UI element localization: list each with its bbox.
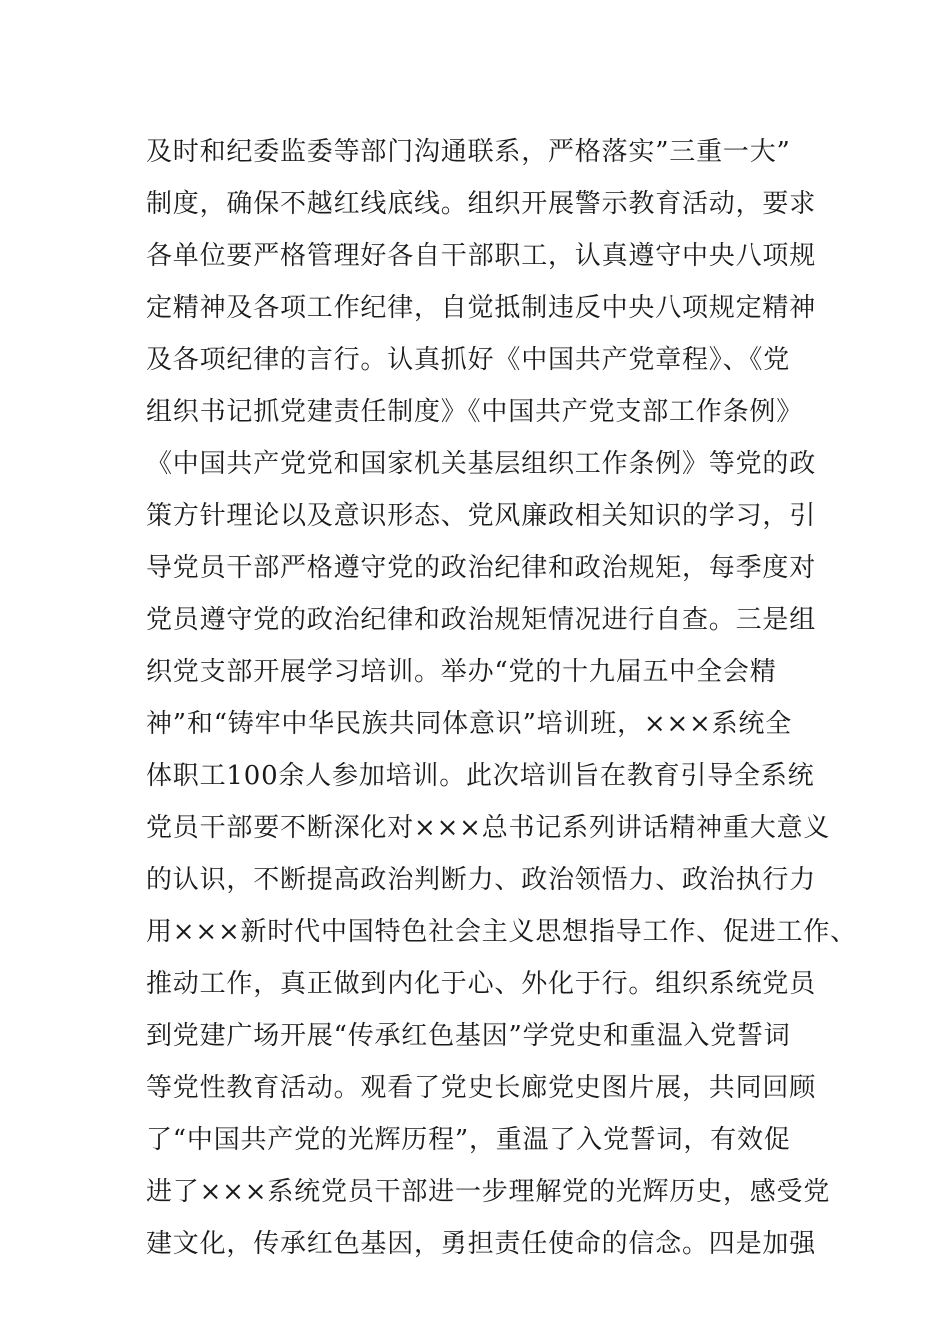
text-line: 及时和纪委监委等部门沟通联系，严格落实”三重一大” [146, 137, 791, 167]
text-line: 等党性教育活动。观看了党史长廊党史图片展，共同回顾 [146, 1073, 817, 1103]
text-line: 导党员干部严格遵守党的政治纪律和政治规矩，每季度对 [146, 553, 817, 583]
text-line: 了“中国共产党的光辉历程”，重温了入党誓词，有效促 [146, 1125, 791, 1155]
text-line: 进了×××系统党员干部进一步理解党的光辉历史，感受党 [146, 1177, 831, 1207]
text-line: 《中国共产党党和国家机关基层组织工作条例》等党的政 [146, 449, 817, 479]
text-line: 用×××新时代中国特色社会主义思想指导工作、促进工作、 [146, 917, 857, 947]
text-line: 体职工100余人参加培训。此次培训旨在教育引导全系统 [146, 761, 815, 791]
text-line: 神”和“铸牢中华民族共同体意识”培训班，×××系统全 [146, 709, 793, 739]
text-line: 各单位要严格管理好各自干部职工，认真遵守中央八项规 [146, 241, 817, 271]
text-line: 织党支部开展学习培训。举办“党的十九届五中全会精 [146, 657, 777, 687]
text-line: 党员干部要不断深化对×××总书记系列讲话精神重大意义 [146, 813, 831, 843]
text-line: 定精神及各项工作纪律，自觉抵制违反中央八项规定精神 [146, 293, 817, 323]
text-line: 到党建广场开展“传承红色基因”学党史和重温入党誓词 [146, 1021, 791, 1051]
text-line: 建文化，传承红色基因，勇担责任使命的信念。四是加强 [146, 1229, 817, 1259]
text-line: 组织书记抓党建责任制度》《中国共产党支部工作条例》 [146, 397, 804, 427]
text-line: 策方针理论以及意识形态、党风廉政相关知识的学习，引 [146, 501, 817, 531]
text-line: 推动工作，真正做到内化于心、外化于行。组织系统党员 [146, 969, 817, 999]
text-line: 制度，确保不越红线底线。组织开展警示教育活动，要求 [146, 189, 817, 219]
text-line: 及各项纪律的言行。认真抓好《中国共产党章程》、《党 [146, 345, 791, 375]
text-line: 的认识，不断提高政治判断力、政治领悟力、政治执行力 [146, 865, 817, 895]
body-paragraph [146, 126, 857, 1270]
text-line: 党员遵守党的政治纪律和政治规矩情况进行自查。三是组 [146, 605, 817, 635]
